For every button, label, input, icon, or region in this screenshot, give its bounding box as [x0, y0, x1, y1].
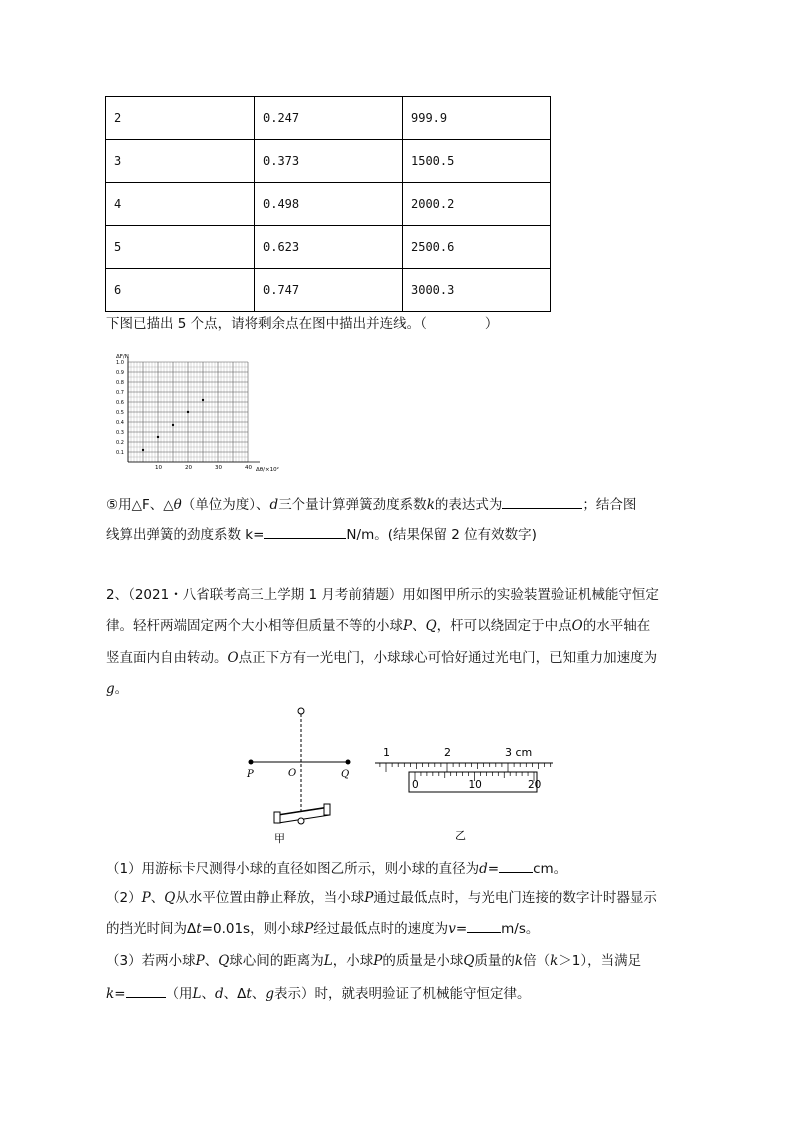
main-scale-label: 2	[444, 746, 451, 759]
y-tick-label: 0.2	[116, 440, 124, 446]
caption-jia: 甲	[274, 832, 285, 845]
table-cell: 2500.6	[403, 226, 551, 269]
main-scale-label: 3 cm	[505, 746, 533, 759]
vernier-label: 0	[412, 779, 419, 791]
label-q: Q	[341, 769, 350, 780]
table-row	[106, 97, 551, 140]
k-condition-blank[interactable]	[126, 983, 166, 998]
graph-xlabel: Δθ/×10²	[256, 467, 279, 473]
p2-line2: 律。轻杆两端固定两个大小相等但质量不等的小球P、Q，杆可以绕固定于中点O的水平轴在	[106, 618, 651, 634]
y-tick-label: 0.3	[116, 430, 124, 436]
table-cell: 0.623	[255, 226, 403, 269]
p2-line3: 竖直面内自由转动。O点正下方有一光电门，小球球心可恰好通过光电门，已知重力加速度为	[106, 650, 658, 666]
apparatus-figure-jia	[240, 705, 370, 850]
table-row	[106, 269, 551, 312]
label-o: O	[288, 768, 297, 779]
photogate-right-arm	[324, 804, 330, 815]
y-tick-label: 0.8	[116, 380, 124, 386]
velocity-blank[interactable]	[467, 918, 501, 933]
table-cell: 3	[106, 140, 255, 183]
table-cell: 999.9	[403, 97, 551, 140]
table-cell: 5	[106, 226, 255, 269]
q5-line2: 线算出弹簧的劲度系数 k= N/m。(结果保留 2 位有效数字)	[106, 524, 537, 545]
y-tick-label: 0.7	[116, 390, 124, 396]
x-tick-label: 40	[245, 465, 252, 471]
x-tick-label: 10	[155, 465, 162, 471]
q5-line1: ⑤用△F、△θ（单位为度）、d三个量计算弹簧劲度系数k的表达式为 ；结合图	[106, 494, 636, 515]
table-cell: 0.747	[255, 269, 403, 312]
y-tick-label: 1.0	[116, 360, 124, 366]
p2-line4: g。	[106, 681, 129, 697]
table-cell: 3000.3	[403, 269, 551, 312]
data-table	[105, 96, 551, 312]
graph-instruction: 下图已描出 5 个点，请将剩余点在图中描出并连线。（ ）	[106, 316, 499, 332]
k-value-blank[interactable]	[264, 524, 346, 539]
q3-line2: k= （用L、d、Δt、g表示）时，就表明验证了机械能守恒定律。	[106, 983, 530, 1004]
label-p: P	[247, 769, 254, 780]
x-tick-label: 20	[185, 465, 192, 471]
table-cell: 0.373	[255, 140, 403, 183]
graph-ylabel: ΔF/N	[116, 354, 129, 360]
x-tick-label: 30	[215, 465, 222, 471]
y-tick-label: 0.5	[116, 410, 124, 416]
table-cell: 2000.2	[403, 183, 551, 226]
table-cell: 6	[106, 269, 255, 312]
ball-q	[346, 760, 351, 765]
q2-line2: 的挡光时间为Δt=0.01s，则小球P经过最低点时的速度为v= m/s。	[106, 918, 539, 939]
k-expression-blank[interactable]	[502, 494, 582, 509]
y-tick-label: 0.1	[116, 450, 124, 456]
q3-line1: （3）若两小球P、Q球心间的距离为L，小球P的质量是小球Q质量的k倍（k＞1），当满足	[106, 953, 642, 969]
data-point	[157, 436, 159, 438]
y-tick-label: 0.6	[116, 400, 124, 406]
p2-line1: 2、（2021・八省联考高三上学期 1 月考前猜题）用如图甲所示的实验装置验证机械能守恒定	[106, 587, 659, 603]
vernier-caliper-figure-yi	[375, 742, 555, 842]
ball-p	[249, 760, 254, 765]
vernier-scale	[409, 772, 541, 792]
vernier-label: 10	[468, 779, 482, 791]
table-cell: 4	[106, 183, 255, 226]
table-row	[106, 140, 551, 183]
delta-f-delta-theta-graph	[108, 350, 293, 475]
q2-line1: （2）P、Q从水平位置由静止释放，当小球P通过最低点时，与光电门连接的数字计时器显示	[106, 890, 657, 906]
table-cell: 0.247	[255, 97, 403, 140]
main-scale	[375, 746, 553, 772]
graph-tick-labels	[116, 360, 252, 471]
bottom-ball-circle	[298, 818, 304, 824]
main-scale-label: 1	[383, 746, 390, 759]
photogate-left-arm	[274, 812, 280, 823]
table-row	[106, 183, 551, 226]
data-point	[202, 399, 204, 401]
top-pivot-ring	[298, 708, 304, 714]
table-cell: 0.498	[255, 183, 403, 226]
data-point	[172, 424, 174, 426]
table-row	[106, 226, 551, 269]
vernier-label: 20	[528, 779, 542, 791]
data-point	[142, 449, 144, 451]
data-point	[187, 411, 189, 413]
table-cell: 1500.5	[403, 140, 551, 183]
y-tick-label: 0.4	[116, 420, 124, 426]
table-cell: 2	[106, 97, 255, 140]
caption-yi: 乙	[455, 829, 466, 842]
diameter-blank[interactable]	[499, 858, 533, 873]
q1-line: （1）用游标卡尺测得小球的直径如图乙所示，则小球的直径为d= cm。	[106, 858, 567, 879]
y-tick-label: 0.9	[116, 370, 124, 376]
